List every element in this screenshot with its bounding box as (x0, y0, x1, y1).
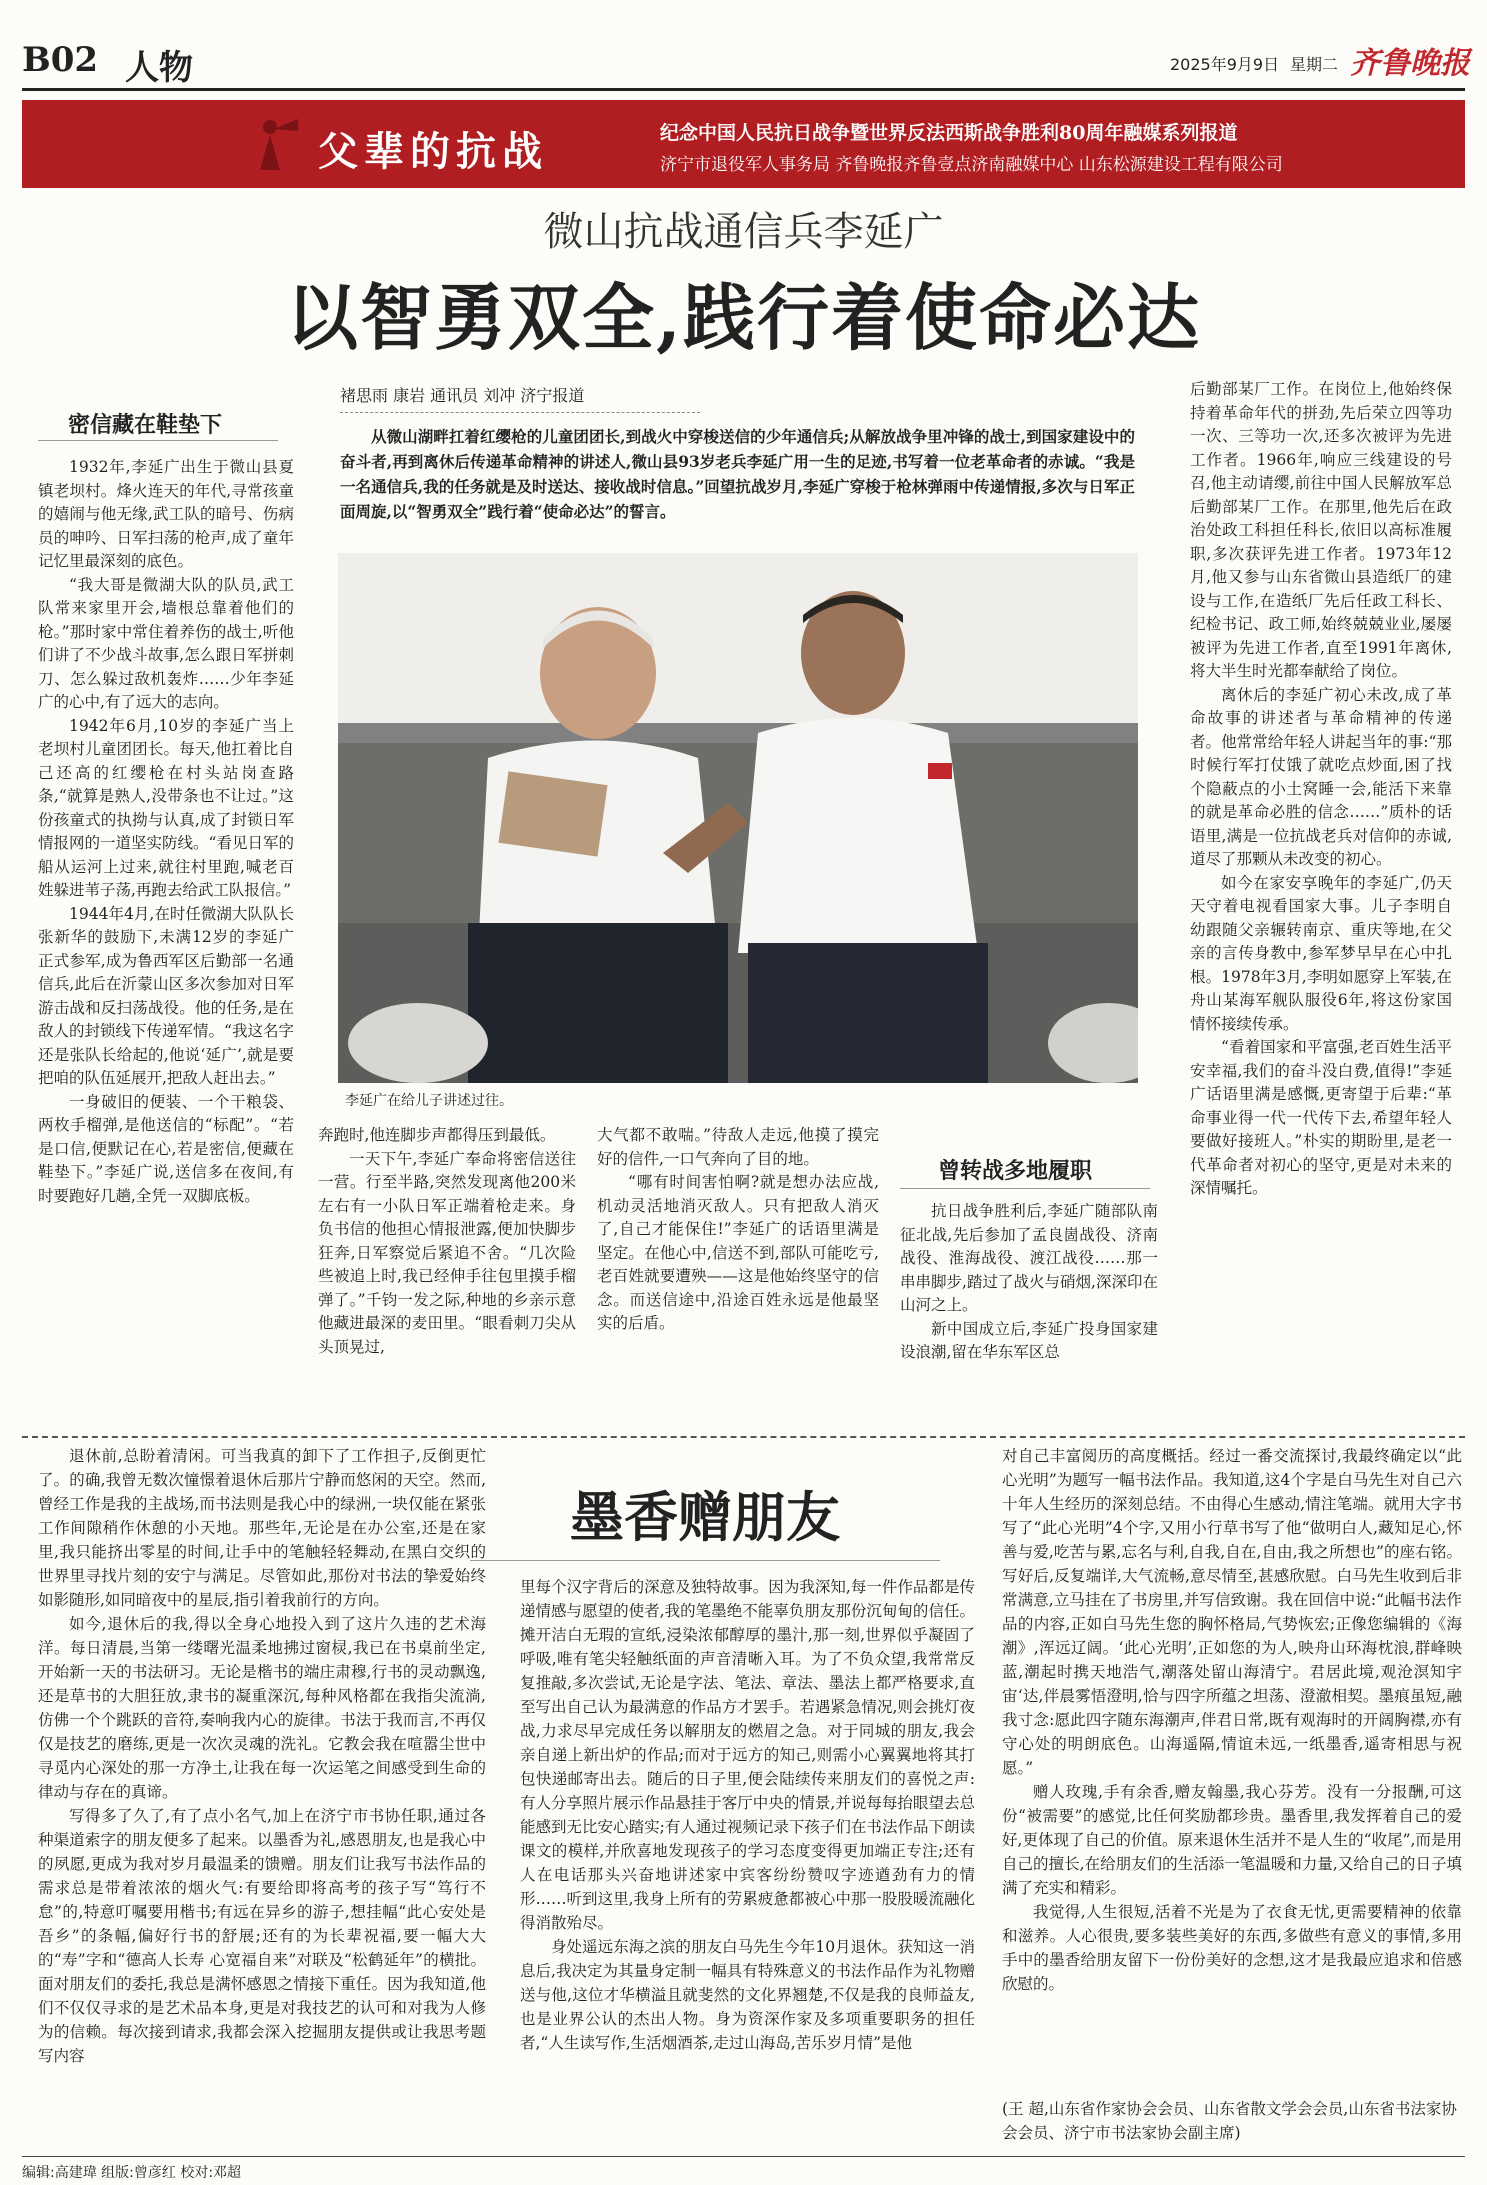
essay-column-1 (38, 1444, 486, 2149)
page-number: B02 (22, 40, 99, 80)
paragraph: 新中国成立后,李延广投身国家建设浪潮,留在华东军区总 (900, 1319, 1158, 1361)
essay-title: 墨香赠朋友 (570, 1485, 840, 1549)
article-column-2 (318, 1124, 576, 1416)
paragraph: 抗日战争胜利后,李延广随部队南征北战,先后参加了孟良崮战役、济南战役、淮海战役、渡江战役……那一串串脚步,踏过了战火与硝烟,深深印在山河之上。 (900, 1202, 1158, 1314)
paragraph: 1942年6月,10岁的李延广当上老坝村儿童团团长。每天,他扛着比自己还高的红缨枪在村头站岗查路条,“就算是熟人,没带条也不让过。”这份孩童式的执拗与认真,成了封锁日军情报网的一道坚实防线。“看见日军的船从运河上过来,就往村里跑,喊老百姓躲进苇子荡,再跑去给武工队报信。” (38, 716, 294, 899)
essay-title-rule (470, 1560, 940, 1561)
paragraph: 1944年4月,在时任微湖大队队长张新华的鼓励下,未满12岁的李延广正式参军,成为鲁西军区后勤部一名通信兵,此后在沂蒙山区多次参加对日军游击战和反扫荡战役。他的任务,是在敌人的封锁线下传递军情。“我这名字还是张队长给起的,他说‘延广’,就是要把咱的队伍延展开,把敌人赶出去。” (38, 904, 294, 1087)
header-rule (22, 88, 1465, 91)
paragraph: 如今在家安享晚年的李延广,仍天天守着电视看国家大事。儿子李明自幼跟随父亲辗转南京、重庆等地,在父亲的言传身教中,参军梦早早在心中扎根。1978年3月,李明如愿穿上军装,在舟山某海军舰队服役6年,将这份家国情怀接续传承。 (1190, 873, 1452, 1033)
page-credits: 编辑:高建瑋 组版:曾彦红 校对:邓超 (22, 2165, 242, 2181)
section-subhead-1: 密信藏在鞋垫下 (68, 413, 223, 438)
series-title: 父辈的抗战 (318, 128, 548, 175)
paragraph: 身处遥远东海之滨的朋友白马先生今年10月退休。获知这一消息后,我决定为其量身定制一幅具有特殊意义的书法作品作为礼物赠送与他,这位才华横溢且就斐然的文化界翘楚,不仅是我的良师益友,也是业界公认的杰出人物。身为资深作家及多项重要职务的担任者,“人生读写作,生活烟酒茶,走过山海岛,苦乐岁月情”是他 (520, 1938, 975, 2052)
paragraph: 如今,退休后的我,得以全身心地投入到了这片久违的艺术海洋。每日清晨,当第一缕曙光温柔地拂过窗棂,我已在书桌前坐定,开始新一天的书法研习。无论是楷书的端庄肃穆,行书的灵动飘逸,还是草书的大胆狂放,隶书的凝重深沉,每种风格都在我指尖流淌,仿佛一个个跳跃的音符,奏响我内心的旋律。书法于我而言,不再仅仅是技艺的磨练,更是一次次灵魂的洗礼。它教会我在喧嚣尘世中寻觅内心深处的那一方净土,让我在每一次运笔之间感受到生命的律动与存在的真谛。 (38, 1615, 486, 1801)
paragraph: 1932年,李延广出生于微山县夏镇老坝村。烽火连天的年代,寻常孩童的嬉闹与他无缘,武工队的暗号、伤病员的呻吟、日军扫荡的枪声,成了童年记忆里最深刻的底色。 (38, 458, 294, 570)
issue-date: 2025年9月9日 (1170, 55, 1280, 74)
footer-rule (22, 2156, 1465, 2157)
paragraph: 离休后的李延广初心未改,成了革命故事的讲述者与革命精神的传递者。他常常给年轻人讲起当年的事:“那时候行军打仗饿了就吃点炒面,困了找个隐蔽点的小土窝睡一会,能活下来靠的就是革命必胜的信念……”质朴的话语里,满是一位抗战老兵对信仰的赤诚,道尽了那颗从未改变的初心。 (1190, 685, 1452, 868)
paragraph: 后勤部某厂工作。在岗位上,他始终保持着革命年代的拼劲,先后荣立四等功一次、三等功一次,还多次被评为先进工作者。1966年,响应三线建设的号召,他主动请缨,前往中国人民解放军总后勤部某厂工作。在那里,他先后在政治处政工科担任科长,依旧以高标准履职,多次获评先进工作者。1973年12月,他又参与山东省微山县造纸厂的建设与工作,在造纸厂先后任政工科长、纪检书记、政工师,始终兢兢业业,屡屡被评为先进工作者,直至1991年离休,将大半生时光都奉献给了岗位。 (1190, 380, 1452, 680)
article-byline: 褚思雨 康岩 通讯员 刘冲 济宁报道 (340, 386, 585, 405)
bugler-silhouette-icon (230, 115, 300, 175)
paragraph: 写得多了久了,有了点小名气,加上在济宁市书协任职,通过各种渠道索字的朋友便多了起来。以墨香为礼,感恩朋友,也是我心中的夙愿,更成为我对岁月最温柔的馈赠。朋友们让我写书法作品的需求总是带着浓浓的烟火气:有要给即将高考的孩子写“笃行不怠”的,特意叮嘱要用楷书;有远在异乡的游子,想挂幅“此心安处是吾乡”的条幅,偏好行书的舒展;还有的为长辈祝福,要一幅大大的“寿”字和“德高人长寿 心宽福自来”对联及“松鹤延年”的横批。面对朋友们的委托,我总是满怀感恩之情接下重任。因为我知道,他们不仅仅寻求的是艺术品本身,更是对我技艺的认可和对我为人修为的信赖。每次接到请求,我都会深入挖掘朋友提供或让我思考题写内容 (38, 1807, 486, 2065)
paragraph: 大气都不敢喘。”待敌人走远,他摸了摸完好的信件,一口气奔向了目的地。 (597, 1126, 879, 1168)
paragraph: 奔跑时,他连脚步声都得压到最低。 (318, 1126, 556, 1144)
article-column-3 (597, 1124, 879, 1416)
paragraph: 一天下午,李延广奉命将密信送往一营。行至半路,突然发现离他200米左右有一小队日军正端着枪走来。身负书信的他担心情报泄露,便加快脚步狂奔,日军察觉后紧追不舍。“几次险些被追上时,我已经伸手往包里摸手榴弹了。”千钧一发之际,种地的乡亲示意他藏进最深的麦田里。“眼看刺刀尖从头顶晃过, (318, 1149, 576, 1356)
section-divider (22, 1436, 1465, 1438)
author-note: (王 超,山东省作家协会会员、山东省散文学会会员,山东省书法家协会会员、济宁市书法家协会副主席) (1002, 2100, 1457, 2142)
paragraph: “哪有时间害怕啊?就是想办法应战,机动灵活地消灭敌人。只有把敌人消灭了,自己才能保住!”李延广的话语里满是坚定。在他心中,信送不到,部队可能吃亏,老百姓就要遭殃——这是他始终坚守的信念。而送信途中,沿途百姓永远是他最坚实的后盾。 (597, 1173, 879, 1332)
subhead-rule (900, 1188, 1150, 1189)
essay-column-2 (520, 1575, 975, 2150)
series-subtitle: 纪念中国人民抗日战争暨世界反法西斯战争胜利80周年融媒系列报道 (660, 122, 1238, 144)
paragraph: 一身破旧的便装、一个干粮袋、两枚手榴弹,是他送信的“标配”。“若是口信,便默记在心,若是密信,便藏在鞋垫下。”李延广说,送信多在夜间,有时要跑好几趟,全凭一双脚底板。 (38, 1092, 294, 1205)
paragraph: 里每个汉字背后的深意及独特故事。因为我深知,每一件作品都是传递情感与愿望的使者,我的笔墨绝不能辜负朋友那份沉甸甸的信任。摊开洁白无瑕的宣纸,浸染浓郁醇厚的墨汁,那一刻,世界似乎凝固了呼吸,唯有笔尖轻触纸面的声音清晰入耳。为了不负众望,我常常反复推敲,多次尝试,无论是字法、笔法、章法、墨法上都严格要求,直至写出自己认为最满意的作品方才罢手。若遇紧急情况,则会挑灯夜战,力求尽早完成任务以解朋友的燃眉之急。对于同城的朋友,我会亲自递上新出炉的作品;而对于远方的知己,则需小心翼翼地将其打包快递邮寄出去。随后的日子里,便会陆续传来朋友们的喜悦之声:有人分享照片展示作品悬挂于客厅中央的情景,并说每每抬眼望去总能感到无比安心踏实;有人通过视频记录下孩子们在书法作品下朗读课文的模样,并欣喜地发现孩子的学习态度变得更加端正专注;还有人在电话那头兴奋地讲述家中宾客纷纷赞叹字迹遒劲有力的情形……听到这里,我身上所有的劳累疲惫都被心中那一股股暖流融化得消散殆尽。 (520, 1578, 975, 1932)
essay-column-3 (1002, 1444, 1462, 2094)
section-name: 人物 (125, 48, 193, 88)
paragraph: 赠人玫瑰,手有余香,赠友翰墨,我心芬芳。没有一分报酬,可这份“被需要”的感觉,比任何奖励都珍贵。墨香里,我发挥着自己的爱好,更体现了自己的价值。原来退休生活并不是人生的“收尾”,而是用自己的擅长,在给朋友们的生活添一笔温暖和力量,又给自己的日子填满了充实和精彩。 (1002, 1783, 1462, 1897)
article-column-5 (1190, 378, 1452, 1418)
article-subheadline: 微山抗战通信兵李延广 (543, 209, 944, 255)
article-column-4 (900, 1200, 1158, 1416)
issue-weekday: 星期二 (1290, 55, 1339, 74)
section-subhead-2: 曾转战多地履职 (938, 1159, 1093, 1184)
paragraph: 我觉得,人生很短,活着不光是为了衣食无忧,更需要精神的依靠和滋养。人心很贵,要多装些美好的东西,多做些有意义的事情,多用手中的墨香给朋友留下一份份美好的念想,这才是我最应追求和倍感欣慰的。 (1002, 1903, 1462, 1993)
article-column-1 (38, 456, 294, 1416)
paragraph: “看着国家和平富强,老百姓生活平安幸福,我们的奋斗没白费,值得!”李延广话语里满是感慨,更寄望于后辈:“革命事业得一代一代传下去,希望年轻人要做好接班人。”朴实的期盼里,是老一代革命者对初心的坚守,更是对未来的深情嘱托。 (1190, 1038, 1452, 1197)
subhead-rule (38, 440, 278, 441)
paragraph: 对自己丰富阅历的高度概括。经过一番交流探讨,我最终确定以“此心光明”为题写一幅书法作品。我知道,这4个字是白马先生对自己六十年人生经历的深刻总结。不由得心生感动,情注笔端。就用大字书写了“此心光明”4个字,又用小行草书写了他“做明白人,藏知足心,怀善与爱,吃苦与累,忘名与利,自我,自在,自由,我之所想也”的座右铭。写好后,反复端详,大气流畅,意尽情至,甚感欣慰。白马先生收到后非常满意,立马挂在了书房里,并写信致谢。我在回信中说:“此幅书法作品的内容,正如白马先生您的胸怀格局,气势恢宏;正像您编辑的《海潮》,浑远辽阔。‘此心光明’,正如您的为人,映舟山环海枕浪,群峰映蓝,潮起时携天地浩气,潮落处留山海清宁。君居此境,观沧溟知宇宙‘达,伴晨雾悟澄明,恰与四字所蕴之坦荡、澄澈相契。墨痕虽短,融我寸念:愿此四字随东海潮声,伴君日常,既有观海时的开阔胸襟,亦有守心处的明朗底色。山海遥隔,情谊未远,一纸墨香,遥寄相思与祝愿。” (1002, 1447, 1462, 1777)
photo-caption: 李延广在给儿子讲述过往。 (345, 1093, 513, 1109)
series-sponsors: 济宁市退役军人事务局 齐鲁晚报齐鲁壹点济南融媒中心 山东松源建设工程有限公司 (660, 155, 1283, 175)
article-lead: 从微山湖畔扛着红缨枪的儿童团团长,到战火中穿梭送信的少年通信兵;从解放战争里冲锋的战士,到国家建设中的奋斗者,再到离休后传递革命精神的讲述人,微山县93岁老兵李延广用一生的足迹,书写着一位老革命者的赤诚。“我是一名通信兵,我的任务就是及时送达、接收战时信息。”回望抗战岁月,李延广穿梭于枪林弹雨中传递情报,多次与日军正面周旋,以“智勇双全”践行着“使命必达”的誓言。 (340, 427, 1135, 521)
paragraph: “我大哥是微湖大队的队员,武工队常来家里开会,墙根总靠着他们的枪。”那时家中常住着养伤的战士,听他们讲了不少战斗故事,怎么跟日军拼刺刀、怎么躲过敌机轰炸……少年李延广的心中,有了远大的志向。 (38, 575, 294, 711)
paragraph: 退休前,总盼着清闲。可当我真的卸下了工作担子,反倒更忙了。的确,我曾无数次憧憬着退休后那片宁静而悠闲的天空。然而,曾经工作是我的主战场,而书法则是我心中的绿洲,一块仅能在紧张工作间隙稍作休憩的小天地。那些年,无论是在办公室,还是在家里,我只能挤出零星的时间,让手中的笔触轻轻舞动,在黑白交织的世界里寻找片刻的安宁与满足。尽管如此,那份对书法的挚爱始终如影随形,如同暗夜中的星辰,指引着我前行的方向。 (38, 1447, 486, 1609)
byline-rule (340, 412, 700, 413)
newspaper-logo: 齐鲁晚报 (1350, 46, 1470, 81)
article-headline: 以智勇双全,践行着使命必达 (285, 275, 1202, 360)
article-photo (338, 553, 1138, 1083)
